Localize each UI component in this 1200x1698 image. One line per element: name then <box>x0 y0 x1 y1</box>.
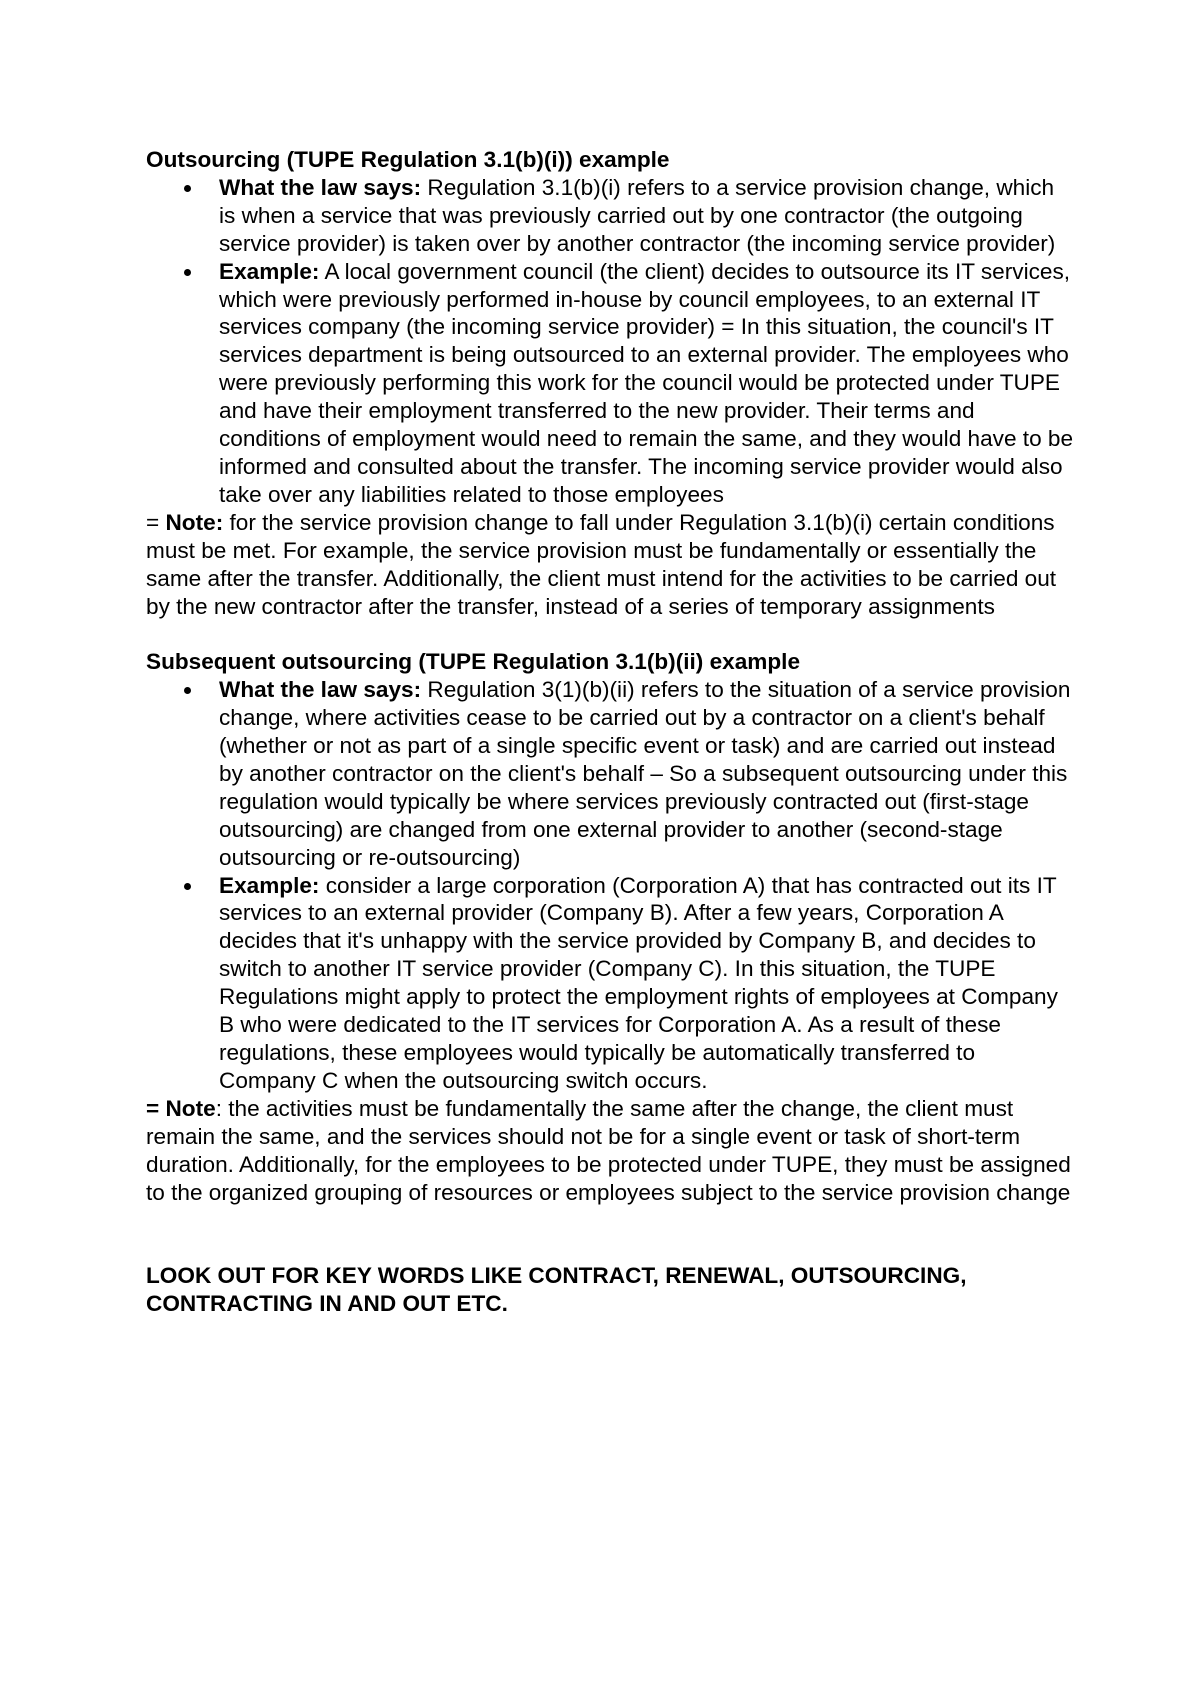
bullet-dot-icon <box>184 687 191 694</box>
bullet-text: A local government council (the client) decides to outsource its IT services, which were previously performed in-house by council employees, to an external IT services company (the incoming service provider) = In this situation, the council's IT services department is being outsourced to an external provider. The employees who were previously performing this work for the council would be protected under TUPE and have their employment transferred to the new provider. Their terms and conditions of employment would need to remain the same, and they would have to be informed and consulted about the transfer. The incoming service provider would also take over any liabilities related to those employees <box>219 258 1074 507</box>
note-label: = Note <box>146 1095 216 1121</box>
bullet-example <box>146 258 1076 509</box>
note-text: for the service provision change to fall under Regulation 3.1(b)(i) certain conditions must be met. For example, the service provision must be fundamentally or essentially the same after the transfer. Additionally, the client must intend for the activities to be carried out by the new contractor after the transfer, instead of a series of temporary assignments <box>146 509 1057 619</box>
bullet-label: What the law says: <box>219 677 422 703</box>
bullet-label: What the law says: <box>219 174 422 200</box>
note-outsourcing <box>146 509 1076 621</box>
key-words-callout: LOOK OUT FOR KEY WORDS LIKE CONTRACT, RENEWAL, OUTSOURCING, CONTRACTING IN AND OUT ETC. <box>146 1263 967 1317</box>
note-text: : the activities must be fundamentally the same after the change, the client must remain the same, and the services should not be for a single event or task of short-term duration. Additionally, for the employees to be protected under TUPE, they must be assigned to the organized grouping of resources or employees subject to the service provision change <box>146 1095 1071 1205</box>
note-subsequent-outsourcing <box>146 1095 1076 1207</box>
bullet-dot-icon <box>184 269 191 276</box>
document-page <box>146 146 1076 1318</box>
bullet-text: consider a large corporation (Corporation A) that has contracted out its IT services to an external provider (Company B). After a few years, Corporation A decides that it's unhappy with the service provided by Company B, and decides to switch to another IT service provider (Company C). In this situation, the TUPE Regulations might apply to protect the employment rights of employees at Company B who were dedicated to the IT services for Corporation A. As a result of these regulations, these employees would typically be automatically transferred to Company C when the outsourcing switch occurs. <box>219 872 1058 1093</box>
note-prefix: = <box>146 509 166 535</box>
bullet-text: Regulation 3(1)(b)(ii) refers to the situation of a service provision change, where activities cease to be carried out by a contractor on a client's behalf (whether or not as part of a single specific event or task) and are carried out instead by another contractor on the client's behalf – So a subsequent outsourcing under this regulation would typically be where services previously contracted out (first-stage outsourcing) are changed from one external provider to another (second-stage outsourcing or re-outsourcing) <box>219 677 1071 870</box>
section-heading-outsourcing: Outsourcing (TUPE Regulation 3.1(b)(i)) example <box>146 147 670 172</box>
note-label: Note: <box>165 509 224 535</box>
bullet-dot-icon <box>184 883 191 890</box>
bullet-label: Example: <box>219 872 320 898</box>
section-heading-subsequent-outsourcing: Subsequent outsourcing (TUPE Regulation 3.1(b)(ii) example <box>146 649 801 675</box>
bullet-dot-icon <box>184 185 191 192</box>
spacer <box>146 620 1076 648</box>
bullet-list-outsourcing <box>146 174 1076 509</box>
bullet-example <box>146 872 1076 1095</box>
bullet-text: Regulation 3.1(b)(i) refers to a service provision change, which is when a service that was previously carried out by one contractor (the outgoing service provider) is taken over by another contractor (the incoming service provider) <box>219 174 1056 256</box>
bullet-law-says <box>146 174 1076 258</box>
spacer <box>146 1206 1076 1262</box>
bullet-list-subsequent-outsourcing <box>146 676 1076 1095</box>
bullet-law-says <box>146 676 1076 871</box>
bullet-label: Example: <box>219 258 320 284</box>
